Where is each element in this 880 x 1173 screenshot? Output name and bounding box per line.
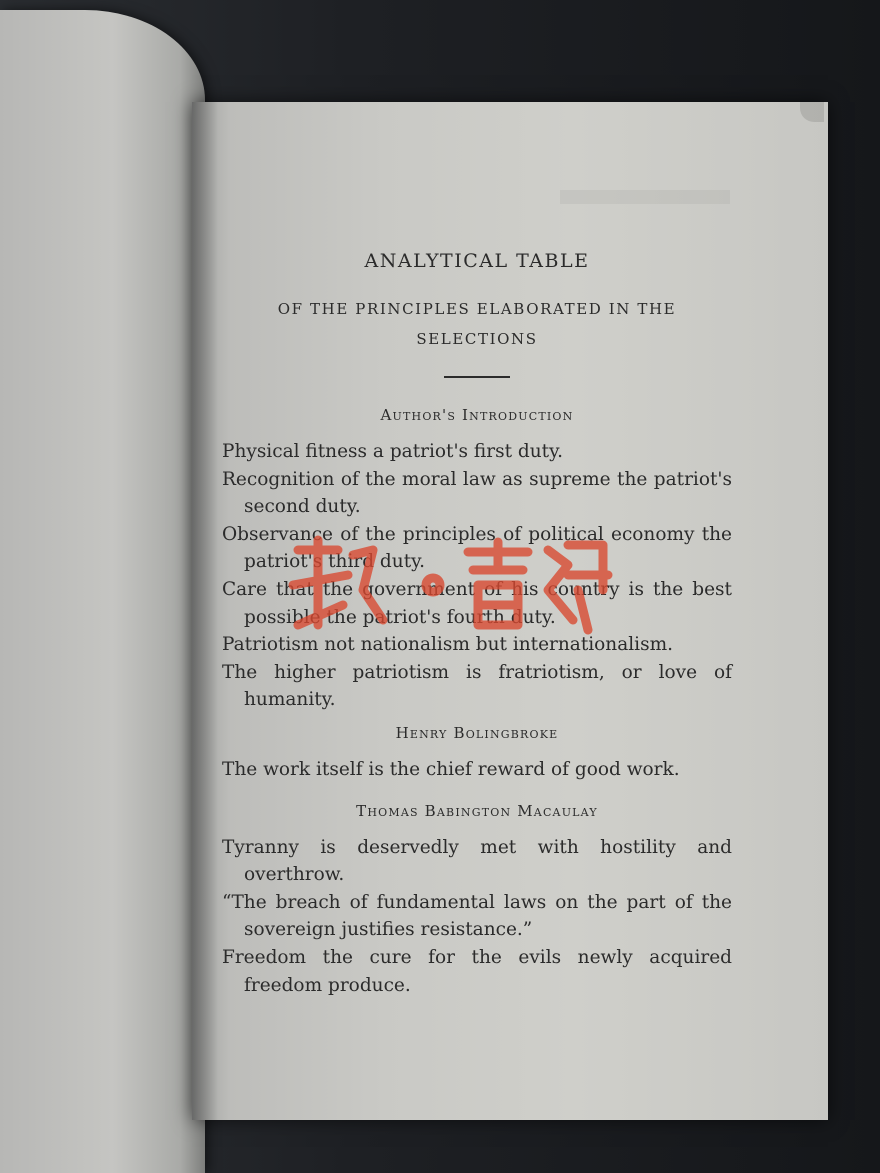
page-title: ANALYTICAL TABLE [364,250,590,272]
section-heading: Author's Introduction [380,406,574,424]
section-henry-bolingbroke [222,724,732,784]
section-author-introduction [222,406,732,714]
entry: Care that the government of his country is the best possible the patriot's fourth duty. [222,578,732,628]
page-text [222,250,732,999]
page-gutter-shadow [192,102,218,1120]
entry: Tyranny is deservedly met with hostility and overthrow. [222,836,732,886]
entry: Recognition of the moral law as supreme the patriot's second duty. [222,468,732,518]
entry: Observance of the principles of political economy the patriot's third duty. [222,523,732,573]
entry: Patriotism not nationalism but internationalism. [222,634,674,656]
entry: The higher patriotism is fratriotism, or love of humanity. [222,661,732,711]
divider-rule [444,376,510,378]
left-page [0,10,205,1173]
page-subtitle-line-1: OF THE PRINCIPLES ELABORATED IN THE [277,300,677,318]
section-thomas-babington-macaulay [222,802,732,1000]
entry: “The breach of fundamental laws on the part of the sovereign justifies resistance.” [222,891,732,941]
entry: Physical fitness a patriot's first duty. [222,441,563,462]
page-subtitle-line-2: SELECTIONS [416,330,538,348]
show-through [560,190,730,204]
section-heading: Thomas Babington Macaulay [356,801,598,820]
entry: The work itself is the chief reward of good work. [222,758,680,780]
entry: Freedom the cure for the evils newly acquired freedom produce. [222,946,732,996]
section-heading: Henry Bolingbroke [395,723,559,742]
